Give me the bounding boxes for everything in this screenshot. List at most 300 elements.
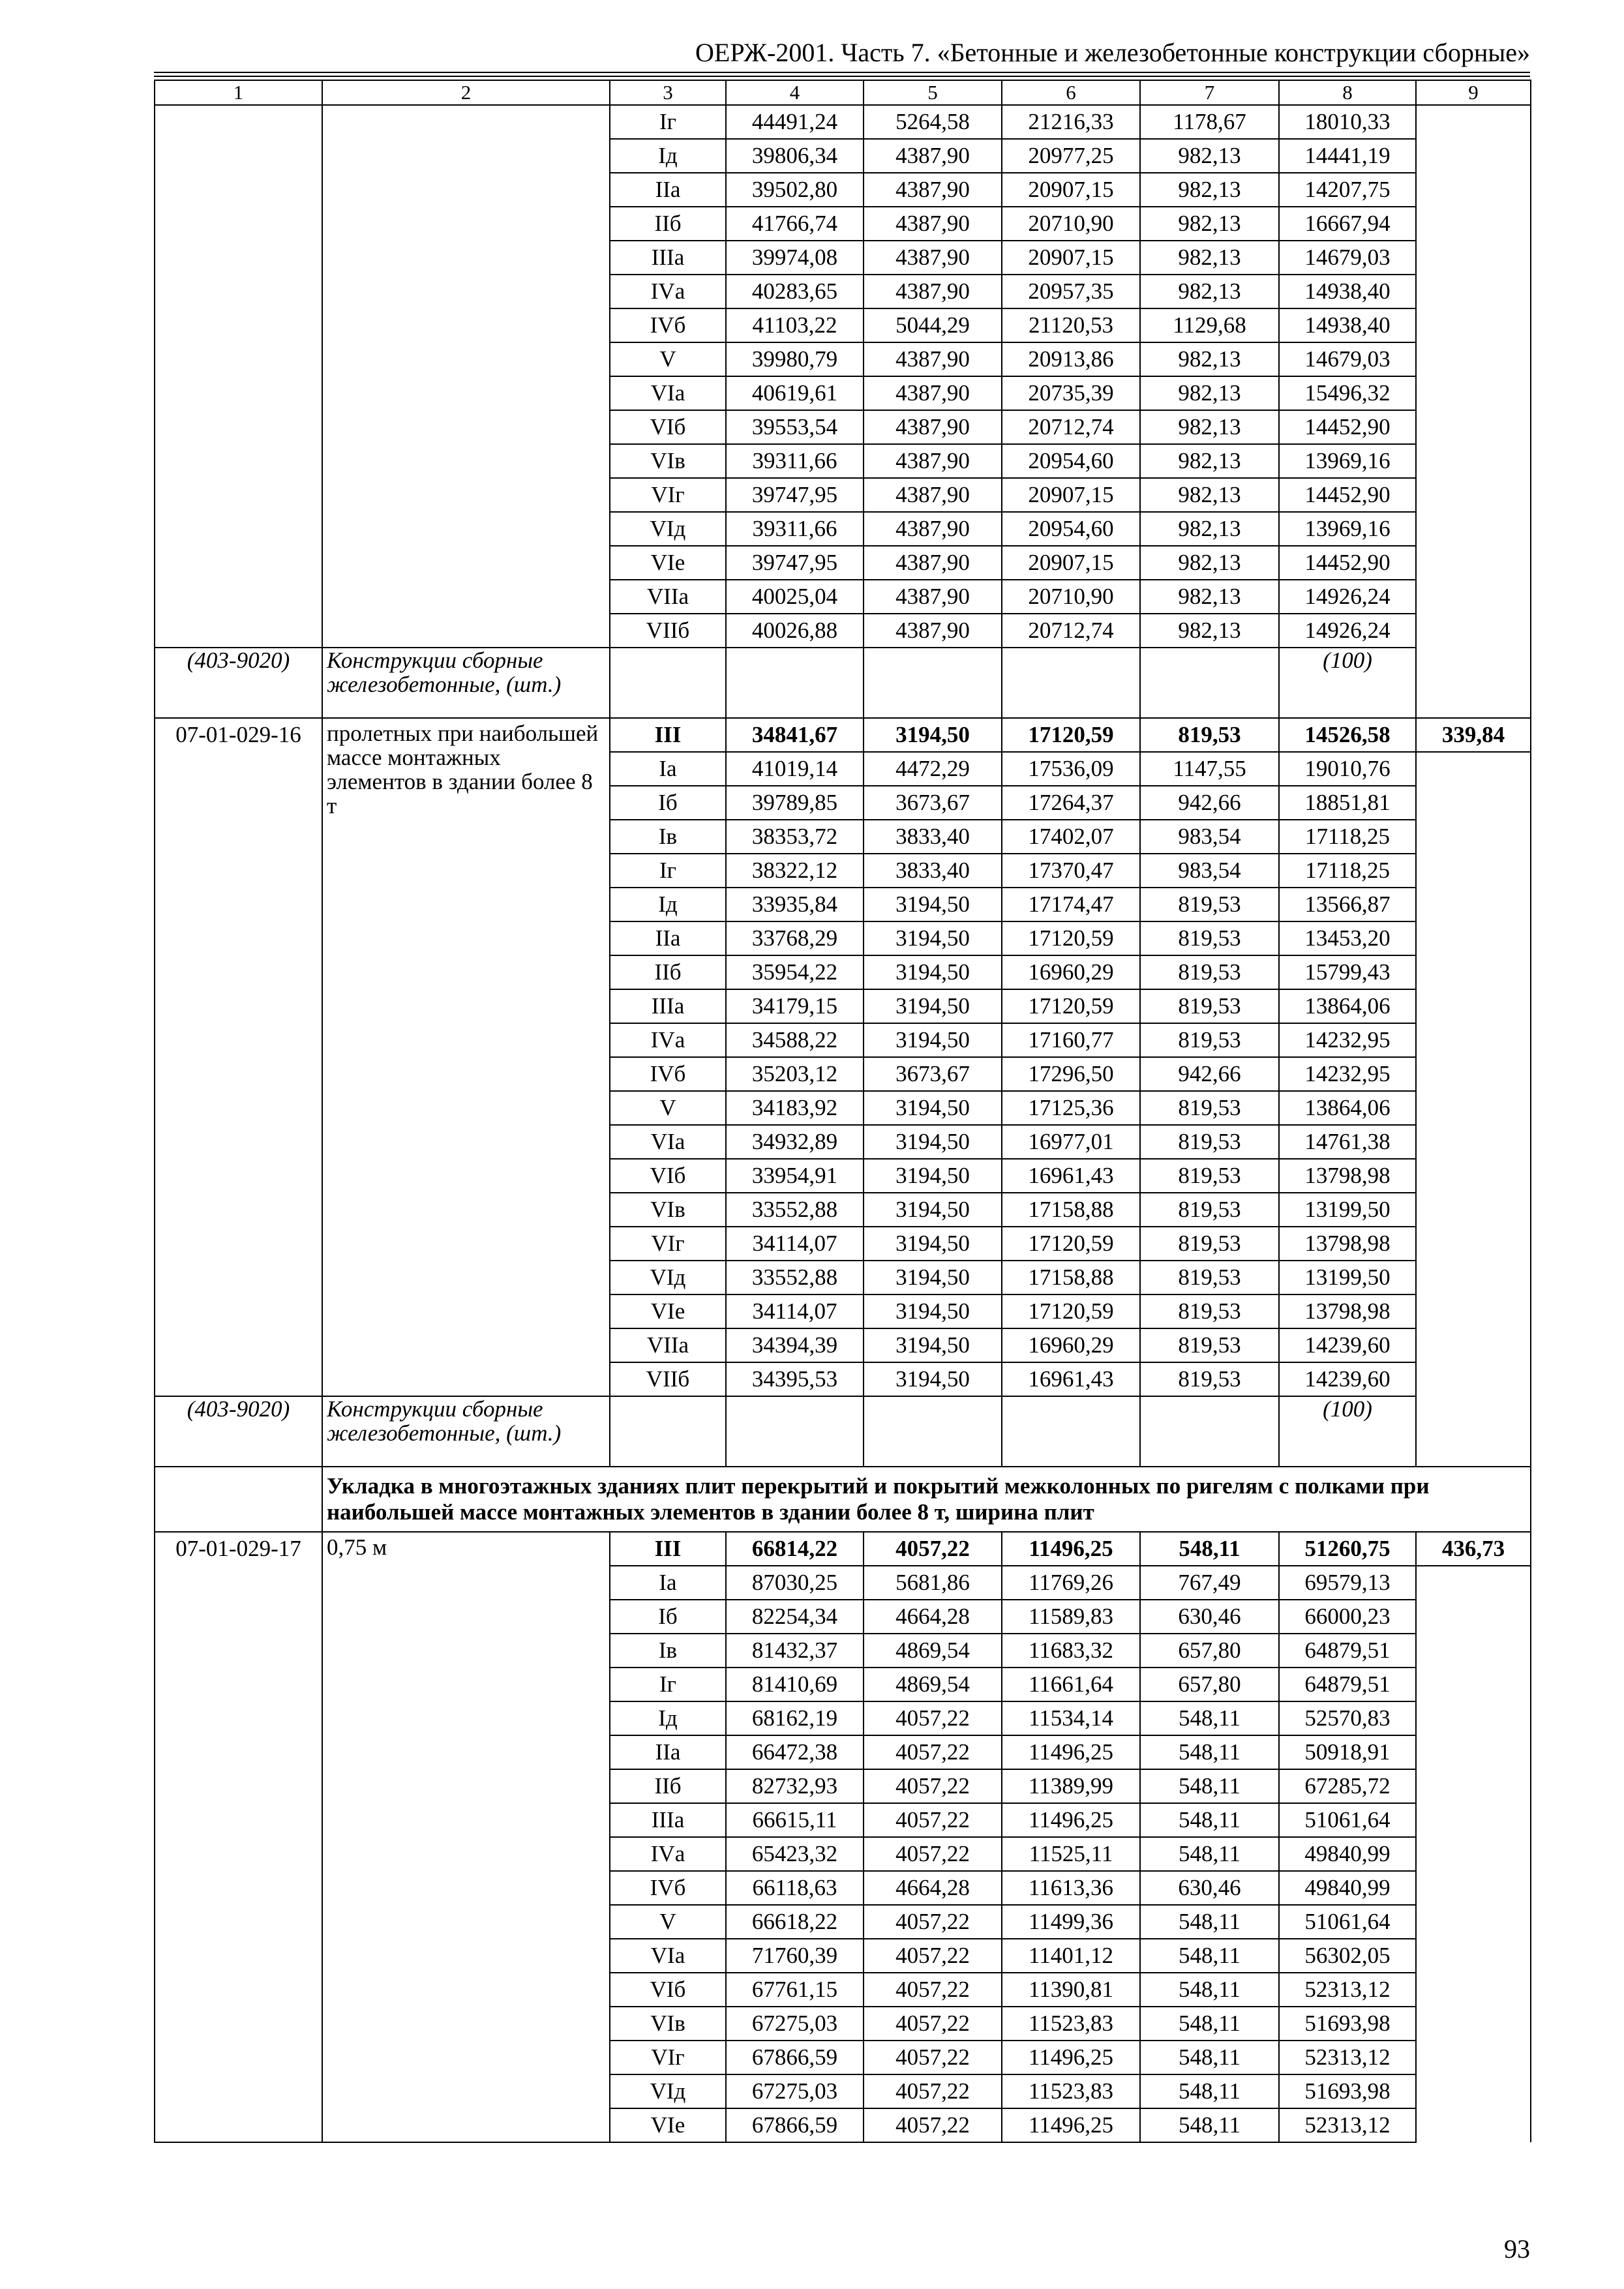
- driver-wage-cell: 942,66: [1140, 786, 1279, 820]
- materials-cell: 14926,24: [1279, 614, 1416, 648]
- direct-cost-cell: 66472,38: [726, 1735, 864, 1769]
- zone-cell: IVа: [610, 1023, 726, 1057]
- column-number: 6: [1002, 80, 1140, 105]
- machine-cell: 20710,90: [1002, 580, 1140, 614]
- materials-cell: 14232,95: [1279, 1057, 1416, 1091]
- page-number: 93: [1504, 2234, 1530, 2264]
- wage-cell: 4387,90: [864, 342, 1002, 376]
- zone-cell: VIг: [610, 2041, 726, 2074]
- driver-wage-cell: 819,53: [1140, 1294, 1279, 1328]
- direct-cost-cell: 44491,24: [726, 105, 864, 139]
- zone-cell: VIе: [610, 1294, 726, 1328]
- zone-cell: IIа: [610, 1735, 726, 1769]
- table-row: [155, 718, 1531, 752]
- machine-cell: 11661,64: [1002, 1668, 1140, 1701]
- direct-cost-cell: 68162,19: [726, 1701, 864, 1735]
- empty-cell: [864, 1396, 1002, 1467]
- materials-cell: 14761,38: [1279, 1125, 1416, 1159]
- machine-cell: 17158,88: [1002, 1261, 1140, 1294]
- direct-cost-cell: 34841,67: [726, 718, 864, 752]
- machine-cell: 21120,53: [1002, 308, 1140, 342]
- driver-wage-cell: 983,54: [1140, 854, 1279, 888]
- zone-cell: Iг: [610, 854, 726, 888]
- column-number: 5: [864, 80, 1002, 105]
- zone-cell: VIд: [610, 2074, 726, 2108]
- wage-cell: 4869,54: [864, 1668, 1002, 1701]
- driver-wage-cell: 982,13: [1140, 444, 1279, 478]
- materials-cell: 14232,95: [1279, 1023, 1416, 1057]
- machine-cell: 11525,11: [1002, 1837, 1140, 1871]
- direct-cost-cell: 65423,32: [726, 1837, 864, 1871]
- machine-cell: 20913,86: [1002, 342, 1140, 376]
- wage-cell: 3194,50: [864, 955, 1002, 989]
- materials-cell: 13199,50: [1279, 1193, 1416, 1227]
- wage-cell: 3194,50: [864, 989, 1002, 1023]
- zone-cell: VIд: [610, 512, 726, 546]
- wage-cell: 4057,22: [864, 1701, 1002, 1735]
- zone-cell: VIIб: [610, 614, 726, 648]
- materials-cell: 14239,60: [1279, 1328, 1416, 1362]
- driver-wage-cell: 982,13: [1140, 376, 1279, 410]
- zone-cell: IVа: [610, 1837, 726, 1871]
- direct-cost-cell: 39974,08: [726, 241, 864, 275]
- direct-cost-cell: 66814,22: [726, 1532, 864, 1566]
- materials-cell: 14452,90: [1279, 410, 1416, 444]
- machine-cell: 17120,59: [1002, 1294, 1140, 1328]
- driver-wage-cell: 819,53: [1140, 1328, 1279, 1362]
- machine-cell: 11523,83: [1002, 2007, 1140, 2041]
- wage-cell: 4869,54: [864, 1634, 1002, 1668]
- driver-wage-cell: 819,53: [1140, 1261, 1279, 1294]
- materials-cell: 49840,99: [1279, 1871, 1416, 1905]
- direct-cost-cell: 39311,66: [726, 512, 864, 546]
- machine-cell: 17120,59: [1002, 989, 1140, 1023]
- direct-cost-cell: 67866,59: [726, 2041, 864, 2074]
- zone-cell: Iг: [610, 105, 726, 139]
- direct-cost-cell: 41766,74: [726, 207, 864, 241]
- machine-cell: 20907,15: [1002, 173, 1140, 207]
- machine-cell: 20712,74: [1002, 410, 1140, 444]
- machine-cell: 20954,60: [1002, 512, 1140, 546]
- machine-cell: 11496,25: [1002, 1803, 1140, 1837]
- zone-cell: Iв: [610, 820, 726, 854]
- driver-wage-cell: 548,11: [1140, 1837, 1279, 1871]
- wage-cell: 3194,50: [864, 718, 1002, 752]
- direct-cost-cell: 66618,22: [726, 1905, 864, 1939]
- driver-wage-cell: 982,13: [1140, 410, 1279, 444]
- materials-cell: 17118,25: [1279, 820, 1416, 854]
- driver-wage-cell: 630,46: [1140, 1600, 1279, 1634]
- direct-cost-cell: 34588,22: [726, 1023, 864, 1057]
- direct-cost-cell: 39553,54: [726, 410, 864, 444]
- driver-wage-cell: 819,53: [1140, 989, 1279, 1023]
- wage-cell: 3194,50: [864, 921, 1002, 955]
- material-quantity: (100): [1279, 1396, 1416, 1467]
- machine-cell: 17264,37: [1002, 786, 1140, 820]
- materials-cell: 56302,05: [1279, 1939, 1416, 1973]
- wage-cell: 4057,22: [864, 1939, 1002, 1973]
- driver-wage-cell: 982,13: [1140, 207, 1279, 241]
- zone-cell: VIа: [610, 376, 726, 410]
- machine-cell: 20954,60: [1002, 444, 1140, 478]
- wage-cell: 4387,90: [864, 207, 1002, 241]
- materials-cell: 15496,32: [1279, 376, 1416, 410]
- direct-cost-cell: 87030,25: [726, 1566, 864, 1600]
- direct-cost-cell: 39747,95: [726, 478, 864, 512]
- machine-cell: 16960,29: [1002, 955, 1140, 989]
- materials-cell: 51693,98: [1279, 2007, 1416, 2041]
- zone-cell: VIа: [610, 1125, 726, 1159]
- driver-wage-cell: 982,13: [1140, 580, 1279, 614]
- direct-cost-cell: 34395,53: [726, 1362, 864, 1396]
- machine-cell: 11496,25: [1002, 1735, 1140, 1769]
- materials-cell: 64879,51: [1279, 1634, 1416, 1668]
- materials-cell: 13566,87: [1279, 888, 1416, 921]
- header-rule-double: [154, 76, 1530, 77]
- driver-wage-cell: 548,11: [1140, 1973, 1279, 2007]
- wage-cell: 3194,50: [864, 1227, 1002, 1261]
- driver-wage-cell: 548,11: [1140, 1735, 1279, 1769]
- column-number-row: [155, 80, 1531, 105]
- wage-cell: 3194,50: [864, 1091, 1002, 1125]
- materials-cell: 13798,98: [1279, 1159, 1416, 1193]
- table-row: [155, 105, 1531, 139]
- zone-cell: VIг: [610, 478, 726, 512]
- machine-cell: 20710,90: [1002, 207, 1140, 241]
- labor-cost: 436,73: [1416, 1532, 1531, 1566]
- materials-cell: 14679,03: [1279, 241, 1416, 275]
- column-number: 1: [155, 80, 322, 105]
- wage-cell: 4472,29: [864, 752, 1002, 786]
- zone-cell: VIIа: [610, 580, 726, 614]
- machine-cell: 11613,36: [1002, 1871, 1140, 1905]
- machine-cell: 11390,81: [1002, 1973, 1140, 2007]
- wage-cell: 4387,90: [864, 546, 1002, 580]
- labor-cost: 339,84: [1416, 718, 1531, 752]
- wage-cell: 3194,50: [864, 1159, 1002, 1193]
- wage-cell: 4057,22: [864, 1905, 1002, 1939]
- materials-cell: 14441,19: [1279, 139, 1416, 173]
- direct-cost-cell: 71760,39: [726, 1939, 864, 1973]
- machine-cell: 11496,25: [1002, 2108, 1140, 2142]
- wage-cell: 4387,90: [864, 275, 1002, 308]
- materials-cell: 15799,43: [1279, 955, 1416, 989]
- materials-cell: 18010,33: [1279, 105, 1416, 139]
- table-row: [155, 1532, 1531, 1566]
- materials-cell: 49840,99: [1279, 1837, 1416, 1871]
- machine-cell: 11534,14: [1002, 1701, 1140, 1735]
- machine-cell: 21216,33: [1002, 105, 1140, 139]
- direct-cost-cell: 39789,85: [726, 786, 864, 820]
- machine-cell: 11523,83: [1002, 2074, 1140, 2108]
- direct-cost-cell: 35203,12: [726, 1057, 864, 1091]
- column-number: 8: [1279, 80, 1416, 105]
- zone-cell: VIг: [610, 1227, 726, 1261]
- wage-cell: 3833,40: [864, 820, 1002, 854]
- code-cell: [155, 105, 322, 648]
- header-rule: [154, 72, 1530, 73]
- wage-cell: 4387,90: [864, 241, 1002, 275]
- machine-cell: 11683,32: [1002, 1634, 1140, 1668]
- direct-cost-cell: 40619,61: [726, 376, 864, 410]
- driver-wage-cell: 819,53: [1140, 1125, 1279, 1159]
- wage-cell: 4387,90: [864, 173, 1002, 207]
- wage-cell: 3194,50: [864, 1023, 1002, 1057]
- name-cell: [322, 105, 610, 648]
- materials-cell: 50918,91: [1279, 1735, 1416, 1769]
- empty-cell: [726, 1396, 864, 1467]
- materials-cell: 69579,13: [1279, 1566, 1416, 1600]
- zone-cell: III: [610, 1532, 726, 1566]
- direct-cost-cell: 38322,12: [726, 854, 864, 888]
- wage-cell: 4387,90: [864, 478, 1002, 512]
- materials-cell: 14926,24: [1279, 580, 1416, 614]
- material-row: [155, 1396, 1531, 1467]
- zone-cell: VIб: [610, 1973, 726, 2007]
- labor-cell: [1416, 105, 1531, 718]
- zone-cell: VIIа: [610, 1328, 726, 1362]
- zone-cell: IIIа: [610, 989, 726, 1023]
- empty-cell: [726, 648, 864, 718]
- empty-cell: [155, 1467, 322, 1532]
- wage-cell: 4057,22: [864, 2074, 1002, 2108]
- direct-cost-cell: 82254,34: [726, 1600, 864, 1634]
- zone-cell: VIв: [610, 1193, 726, 1227]
- zone-cell: Iд: [610, 1701, 726, 1735]
- empty-cell: [610, 1396, 726, 1467]
- wage-cell: 4057,22: [864, 2007, 1002, 2041]
- materials-cell: 14452,90: [1279, 478, 1416, 512]
- driver-wage-cell: 819,53: [1140, 921, 1279, 955]
- driver-wage-cell: 982,13: [1140, 614, 1279, 648]
- column-number: 7: [1140, 80, 1279, 105]
- empty-cell: [1140, 648, 1279, 718]
- driver-wage-cell: 819,53: [1140, 955, 1279, 989]
- driver-wage-cell: 548,11: [1140, 1701, 1279, 1735]
- zone-cell: Iб: [610, 786, 726, 820]
- wage-cell: 4387,90: [864, 139, 1002, 173]
- direct-cost-cell: 33768,29: [726, 921, 864, 955]
- driver-wage-cell: 1178,67: [1140, 105, 1279, 139]
- price-table: [154, 80, 1531, 2143]
- wage-cell: 4057,22: [864, 1532, 1002, 1566]
- wage-cell: 4387,90: [864, 512, 1002, 546]
- direct-cost-cell: 34114,07: [726, 1227, 864, 1261]
- empty-cell: [1002, 648, 1140, 718]
- zone-cell: IVа: [610, 275, 726, 308]
- driver-wage-cell: 548,11: [1140, 2108, 1279, 2142]
- wage-cell: 3194,50: [864, 1294, 1002, 1328]
- zone-cell: V: [610, 1905, 726, 1939]
- machine-cell: 16960,29: [1002, 1328, 1140, 1362]
- machine-cell: 17174,47: [1002, 888, 1140, 921]
- driver-wage-cell: 1129,68: [1140, 308, 1279, 342]
- labor-cell: [1416, 1566, 1531, 2142]
- labor-cell: [1416, 752, 1531, 1467]
- materials-cell: 19010,76: [1279, 752, 1416, 786]
- zone-cell: VIе: [610, 546, 726, 580]
- materials-cell: 66000,23: [1279, 1600, 1416, 1634]
- zone-cell: IVб: [610, 1057, 726, 1091]
- machine-cell: 20907,15: [1002, 478, 1140, 512]
- zone-cell: Iд: [610, 888, 726, 921]
- wage-cell: 4057,22: [864, 2108, 1002, 2142]
- direct-cost-cell: 41103,22: [726, 308, 864, 342]
- direct-cost-cell: 67866,59: [726, 2108, 864, 2142]
- wage-cell: 4057,22: [864, 1769, 1002, 1803]
- materials-cell: 13864,06: [1279, 989, 1416, 1023]
- machine-cell: 11401,12: [1002, 1939, 1140, 1973]
- zone-cell: IIб: [610, 955, 726, 989]
- machine-cell: 17160,77: [1002, 1023, 1140, 1057]
- machine-cell: 17158,88: [1002, 1193, 1140, 1227]
- zone-cell: VIб: [610, 1159, 726, 1193]
- machine-cell: 11589,83: [1002, 1600, 1140, 1634]
- materials-cell: 18851,81: [1279, 786, 1416, 820]
- wage-cell: 5681,86: [864, 1566, 1002, 1600]
- driver-wage-cell: 819,53: [1140, 1362, 1279, 1396]
- empty-cell: [1002, 1396, 1140, 1467]
- machine-cell: 17370,47: [1002, 854, 1140, 888]
- driver-wage-cell: 630,46: [1140, 1871, 1279, 1905]
- driver-wage-cell: 548,11: [1140, 2074, 1279, 2108]
- machine-cell: 20907,15: [1002, 546, 1140, 580]
- materials-cell: 13453,20: [1279, 921, 1416, 955]
- direct-cost-cell: 34114,07: [726, 1294, 864, 1328]
- material-name: Конструкции сборные железобетонные, (шт.): [322, 648, 610, 718]
- machine-cell: 17402,07: [1002, 820, 1140, 854]
- zone-cell: V: [610, 1091, 726, 1125]
- direct-cost-cell: 39747,95: [726, 546, 864, 580]
- zone-cell: VIв: [610, 444, 726, 478]
- zone-cell: IVб: [610, 308, 726, 342]
- direct-cost-cell: 67761,15: [726, 1973, 864, 2007]
- materials-cell: 13199,50: [1279, 1261, 1416, 1294]
- section-title: Укладка в многоэтажных зданиях плит перекрытий и покрытий межколонных по ригелям с полками при наибольшей массе монтажных элементов в здании более 8 т, ширина плит: [322, 1467, 1531, 1532]
- materials-cell: 14207,75: [1279, 173, 1416, 207]
- wage-cell: 3194,50: [864, 1193, 1002, 1227]
- wage-cell: 4387,90: [864, 376, 1002, 410]
- materials-cell: 13864,06: [1279, 1091, 1416, 1125]
- direct-cost-cell: 34394,39: [726, 1328, 864, 1362]
- machine-cell: 20977,25: [1002, 139, 1140, 173]
- direct-cost-cell: 67275,03: [726, 2007, 864, 2041]
- item-name: пролетных при наибольшей массе монтажных элементов в здании более 8 т: [322, 718, 610, 1396]
- driver-wage-cell: 819,53: [1140, 1023, 1279, 1057]
- direct-cost-cell: 39502,80: [726, 173, 864, 207]
- zone-cell: Iа: [610, 1566, 726, 1600]
- column-number: 2: [322, 80, 610, 105]
- materials-cell: 52313,12: [1279, 1973, 1416, 2007]
- material-code: (403-9020): [155, 648, 322, 718]
- wage-cell: 3194,50: [864, 1261, 1002, 1294]
- driver-wage-cell: 548,11: [1140, 2041, 1279, 2074]
- item-name: 0,75 м: [322, 1532, 610, 2142]
- materials-cell: 13969,16: [1279, 444, 1416, 478]
- driver-wage-cell: 548,11: [1140, 1803, 1279, 1837]
- zone-cell: VIе: [610, 2108, 726, 2142]
- materials-cell: 14938,40: [1279, 308, 1416, 342]
- direct-cost-cell: 66118,63: [726, 1871, 864, 1905]
- driver-wage-cell: 657,80: [1140, 1668, 1279, 1701]
- wage-cell: 4057,22: [864, 2041, 1002, 2074]
- column-number: 3: [610, 80, 726, 105]
- driver-wage-cell: 819,53: [1140, 888, 1279, 921]
- driver-wage-cell: 767,49: [1140, 1566, 1279, 1600]
- zone-cell: Iб: [610, 1600, 726, 1634]
- direct-cost-cell: 38353,72: [726, 820, 864, 854]
- materials-cell: 51061,64: [1279, 1803, 1416, 1837]
- wage-cell: 4057,22: [864, 1973, 1002, 2007]
- driver-wage-cell: 982,13: [1140, 173, 1279, 207]
- direct-cost-cell: 67275,03: [726, 2074, 864, 2108]
- wage-cell: 4387,90: [864, 410, 1002, 444]
- direct-cost-cell: 66615,11: [726, 1803, 864, 1837]
- materials-cell: 13798,98: [1279, 1294, 1416, 1328]
- direct-cost-cell: 81432,37: [726, 1634, 864, 1668]
- machine-cell: 11499,36: [1002, 1905, 1140, 1939]
- materials-cell: 67285,72: [1279, 1769, 1416, 1803]
- materials-cell: 51061,64: [1279, 1905, 1416, 1939]
- driver-wage-cell: 819,53: [1140, 1159, 1279, 1193]
- zone-cell: Iв: [610, 1634, 726, 1668]
- direct-cost-cell: 33935,84: [726, 888, 864, 921]
- wage-cell: 3833,40: [864, 854, 1002, 888]
- direct-cost-cell: 39806,34: [726, 139, 864, 173]
- wage-cell: 3673,67: [864, 786, 1002, 820]
- machine-cell: 17296,50: [1002, 1057, 1140, 1091]
- driver-wage-cell: 819,53: [1140, 1091, 1279, 1125]
- machine-cell: 11389,99: [1002, 1769, 1140, 1803]
- material-name: Конструкции сборные железобетонные, (шт.): [322, 1396, 610, 1467]
- wage-cell: 4387,90: [864, 444, 1002, 478]
- machine-cell: 17536,09: [1002, 752, 1140, 786]
- zone-cell: IIа: [610, 921, 726, 955]
- material-code: (403-9020): [155, 1396, 322, 1467]
- column-number: 4: [726, 80, 864, 105]
- direct-cost-cell: 39311,66: [726, 444, 864, 478]
- machine-cell: 16977,01: [1002, 1125, 1140, 1159]
- materials-cell: 14679,03: [1279, 342, 1416, 376]
- driver-wage-cell: 982,13: [1140, 512, 1279, 546]
- wage-cell: 3673,67: [864, 1057, 1002, 1091]
- wage-cell: 4664,28: [864, 1600, 1002, 1634]
- driver-wage-cell: 657,80: [1140, 1634, 1279, 1668]
- column-number: 9: [1416, 80, 1531, 105]
- driver-wage-cell: 982,13: [1140, 139, 1279, 173]
- driver-wage-cell: 942,66: [1140, 1057, 1279, 1091]
- machine-cell: 11496,25: [1002, 1532, 1140, 1566]
- zone-cell: IVб: [610, 1871, 726, 1905]
- wage-cell: 4387,90: [864, 614, 1002, 648]
- materials-cell: 51260,75: [1279, 1532, 1416, 1566]
- machine-cell: 16961,43: [1002, 1159, 1140, 1193]
- direct-cost-cell: 34183,92: [726, 1091, 864, 1125]
- driver-wage-cell: 819,53: [1140, 718, 1279, 752]
- materials-cell: 14239,60: [1279, 1362, 1416, 1396]
- materials-cell: 17118,25: [1279, 854, 1416, 888]
- zone-cell: IIIа: [610, 241, 726, 275]
- zone-cell: VIа: [610, 1939, 726, 1973]
- zone-cell: IIб: [610, 207, 726, 241]
- empty-cell: [864, 648, 1002, 718]
- table-body: [155, 80, 1531, 2142]
- zone-cell: V: [610, 342, 726, 376]
- machine-cell: 20712,74: [1002, 614, 1140, 648]
- driver-wage-cell: 982,13: [1140, 546, 1279, 580]
- wage-cell: 3194,50: [864, 1328, 1002, 1362]
- wage-cell: 4057,22: [864, 1803, 1002, 1837]
